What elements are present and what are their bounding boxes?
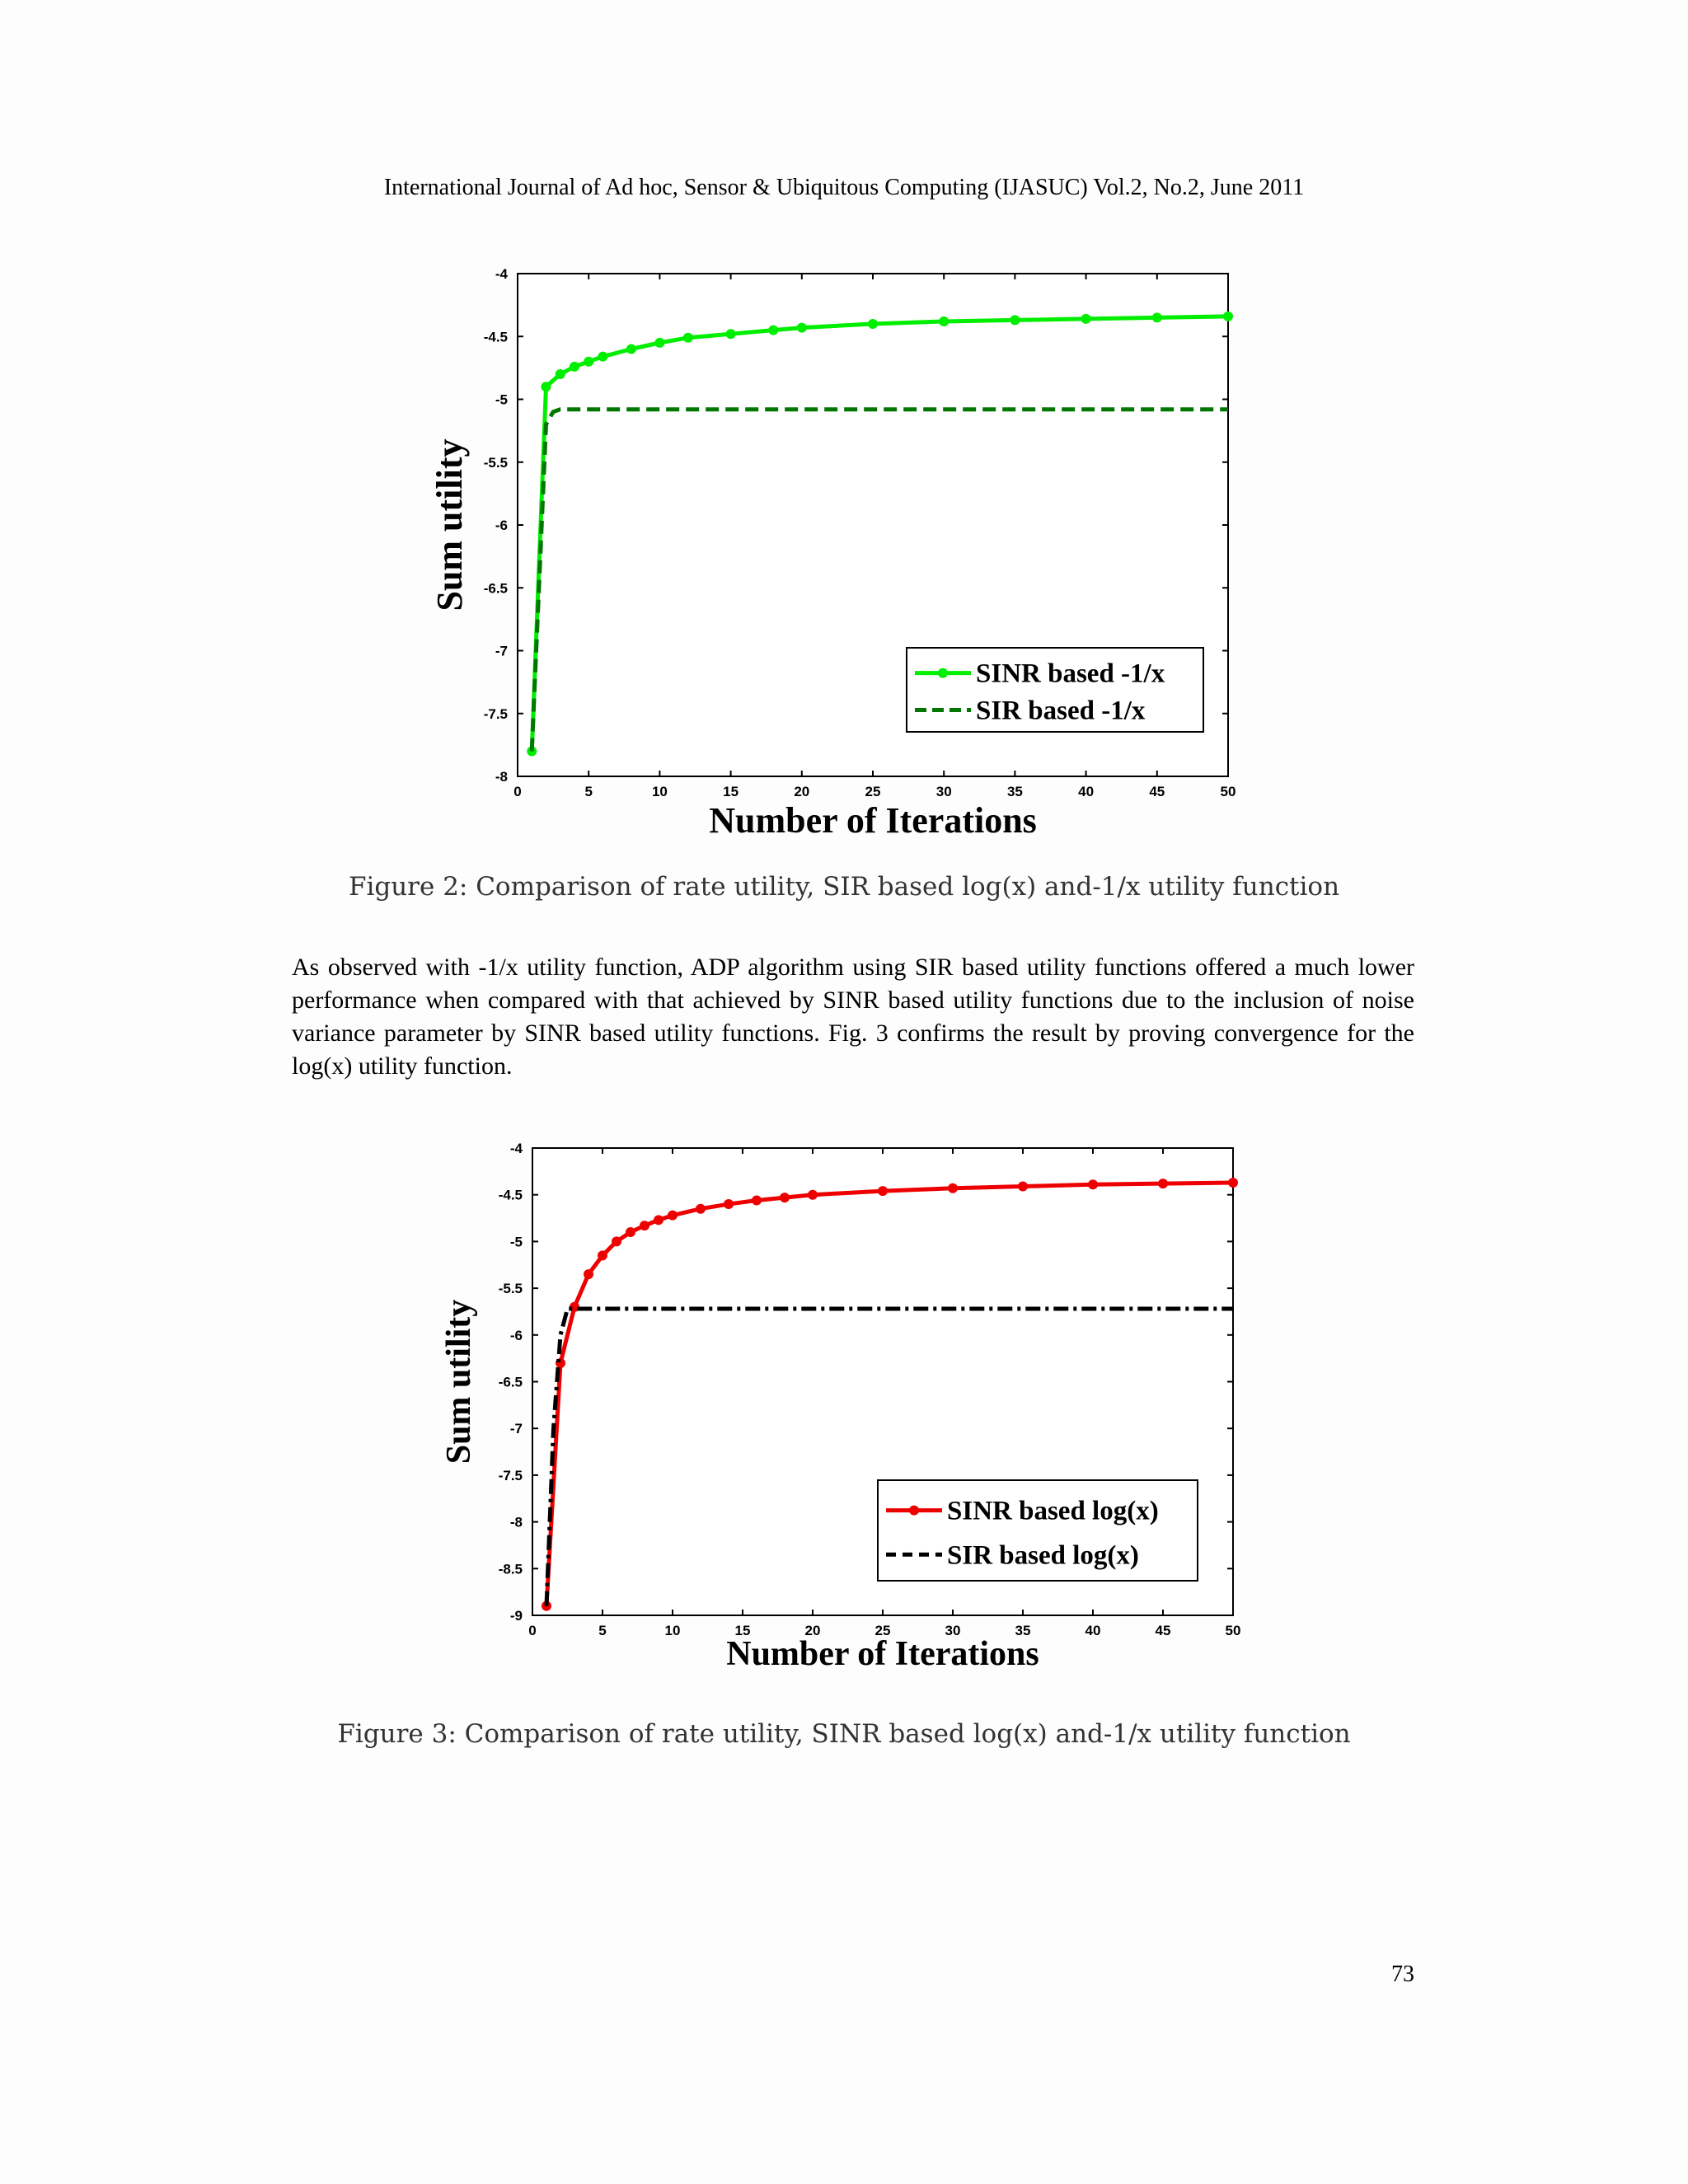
data-point [598,1250,607,1260]
y-tick-label: -6.5 [498,1374,523,1390]
y-tick-label: -6.5 [483,580,508,597]
y-tick-label: -7 [509,1421,523,1437]
x-tick-label: 10 [664,1623,681,1638]
y-tick-label: -9 [509,1608,523,1624]
y-tick-label: -8 [509,1514,523,1530]
x-tick-label: 30 [935,784,952,799]
journal-header: International Journal of Ad hoc, Sensor & Ubiquitous Computing (IJASUC) Vol.2, No.2, June 2011 [383,175,1305,200]
y-tick-label: -5.5 [498,1281,523,1297]
y-axis-label: Sum utility [440,1299,478,1465]
y-tick-label: -4.5 [483,329,508,345]
data-point [878,1186,888,1196]
y-tick-label: -4 [509,1141,523,1156]
x-tick-label: 30 [945,1623,961,1638]
data-point [654,1215,663,1225]
x-tick-label: 45 [1155,1623,1171,1638]
x-tick-label: 0 [513,784,522,799]
y-tick-label: -5.5 [483,454,508,471]
figure-2-caption: Figure 2: Comparison of rate utility, SIR based log(x) and-1/x utility function [348,872,1340,902]
x-tick-label: 35 [1006,784,1023,799]
body-paragraph: As observed with -1/x utility function, ADP algorithm using SIR based utility functions offered a much lower performance when compared with that achieved by SINR based utility functions due to the inclusion of noise variance parameter by SINR based utility functions. Fig. 3 confirms the result by proving convergence for the log(x) utility function. [292,954,1414,1080]
y-tick-label: -7.5 [483,705,508,722]
data-point [612,1236,621,1246]
data-point [696,1204,706,1214]
x-tick-label: 20 [804,1623,821,1638]
data-point [1018,1181,1028,1191]
data-point [948,1183,958,1193]
data-point [780,1193,790,1202]
legend-label-1: SINR based log(x) [947,1496,1159,1526]
x-tick-label: 5 [598,1623,607,1638]
x-tick-label: 35 [1015,1623,1031,1638]
x-tick-label: 50 [1225,1623,1241,1638]
y-tick-label: -5 [495,391,508,408]
y-tick-label: -6 [509,1327,523,1343]
data-point [752,1196,762,1206]
data-point [1158,1179,1168,1188]
x-tick-label: 40 [1078,784,1095,799]
x-tick-label: 10 [651,784,668,799]
data-point [1228,1178,1238,1188]
data-point [668,1211,678,1221]
y-tick-label: -5 [509,1234,523,1250]
legend-label-2: SIR based log(x) [947,1540,1139,1571]
x-axis-label: Number of Iterations [726,1635,1039,1673]
x-tick-label: 5 [584,784,593,799]
y-axis-label: Sum utility [429,438,470,612]
y-tick-label: -7 [495,643,508,659]
x-tick-label: 25 [865,784,881,799]
data-point [640,1221,649,1230]
legend-label-1: SINR based -1/x [976,658,1165,689]
y-tick-label: -4.5 [498,1187,523,1203]
x-tick-label: 20 [794,784,810,799]
y-tick-label: -8 [495,769,508,785]
y-tick-label: -4 [495,266,508,282]
data-point [808,1190,818,1200]
figure-3-caption: Figure 3: Comparison of rate utility, SINR based log(x) and-1/x utility function [337,1719,1351,1749]
data-point [1088,1179,1098,1189]
y-tick-label: -6 [495,518,508,533]
data-point [724,1199,734,1209]
x-tick-label: 25 [874,1623,891,1638]
x-tick-label: 15 [723,784,739,799]
data-point [626,1227,635,1237]
data-point [584,1269,593,1279]
legend-marker [909,1506,919,1516]
x-axis-label: Number of Iterations [709,800,1037,841]
x-tick-label: 45 [1149,784,1165,799]
x-tick-label: 40 [1085,1623,1101,1638]
page-number: 73 [1391,1961,1414,1987]
y-tick-label: -8.5 [498,1561,523,1577]
x-tick-label: 50 [1220,784,1236,799]
y-tick-label: -7.5 [498,1467,523,1483]
x-tick-label: 0 [528,1623,537,1638]
legend-label-2: SIR based -1/x [976,696,1146,726]
x-tick-label: 15 [734,1623,751,1638]
